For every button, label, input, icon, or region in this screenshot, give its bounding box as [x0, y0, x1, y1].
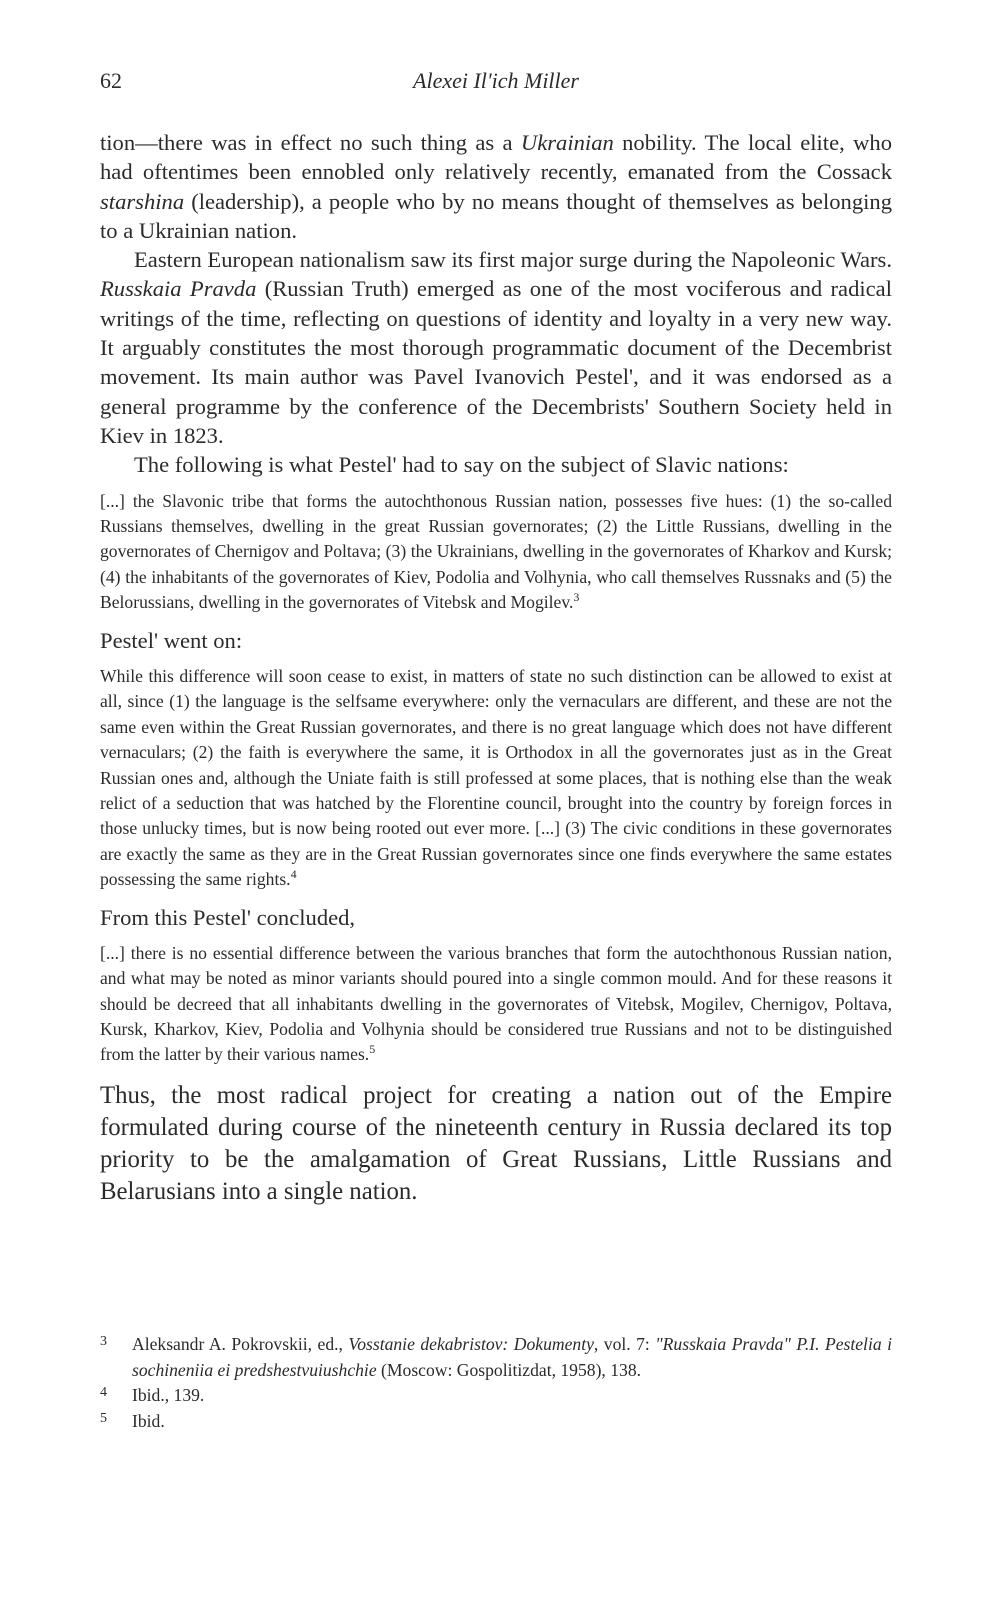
paragraph-1-italic-a: Ukrainian — [520, 130, 614, 155]
block-quote-3-text: [...] there is no essential difference between the various branches that form the autochthonous Russian nation, and what may be noted as minor variants should poured into a single common mould. And for these reasons it should be decreed that all inhabitants dwelling in the governorates of Vitebsk, Mogilev, Chernigov, Poltava, Kursk, Kharkov, Kiev, Podolia and Volhynia should be considered true Russians and not to be distinguished from the latter by their various names. — [100, 942, 892, 1065]
paragraph-4: Pestel' went on: — [100, 627, 243, 653]
footnote-number: 5 — [100, 1410, 107, 1426]
paragraph-1-text-c: (leadership), a people who by no means thought of themselves as belonging to a Ukrainian nation. — [100, 188, 892, 243]
footnote-number: 3 — [100, 1334, 107, 1349]
paragraph-6: Thus, the most radical project for creating a nation out of the Empire formulated during course of the nineteenth century in Russia declared its top priority to be the amalgamation of Great Russians, Little Russians and Belarusians into a single nation. — [100, 1081, 892, 1205]
footnote-3-text-b: , vol. 7: — [593, 1334, 656, 1354]
footnote-ref-5[interactable]: 5 — [369, 1042, 376, 1057]
paragraph-2-text-b: (Russian Truth) emerged as one of the most vociferous and radical writings of the time, reflecting on questions of identity and loyalty in a very new way. It arguably constitutes the most thorough programmatic document of the Decembrist movement. Its main author was Pavel Ivanovich Pestel', and it was endorsed as a general programme by the conference of the Decembrists' Southern Society held in Kiev in 1823. — [100, 276, 892, 448]
paragraph-1-text-b: nobility. The local elite, who had oftentimes been ennobled only relatively recently, emanated from the Cossack — [100, 130, 893, 185]
footnote-text — [132, 1332, 892, 1383]
footnote-number: 4 — [100, 1385, 107, 1400]
footnote-3-text-a: Aleksandr A. Pokrovskii, ed., — [132, 1334, 349, 1354]
block-quote-2-text: While this difference will soon cease to exist, in matters of state no such distinction can be allowed to exist at all, since (1) the language is the selfsame everywhere: only the vernaculars are different, and these are not the same even within the Great Russian governorates, and there is no great language which does not have different vernaculars; (2) the faith is everywhere the same, it is Orthodox in all the governorates just as in the Great Russian ones and, although the Uniate faith is still professed at some places, that is nothing else than the weak relict of a seduction that was hatched by the Florentine council, brought into the country by foreign forces in those unlucky times, but is now being rooted out ever more. [...] (3) The civic conditions in these governorates are exactly the same as they are in the Great Russian governorates since one finds everywhere the same estates possessing the same rights. — [100, 665, 892, 890]
block-quote-1 — [100, 489, 892, 616]
block-quote-3 — [100, 941, 892, 1068]
running-head: Alexei Il'ich Miller — [413, 68, 579, 93]
paragraph-2 — [100, 245, 892, 450]
paragraph-1-italic-b: starshina — [100, 188, 185, 214]
footnote — [100, 1383, 892, 1409]
footnote — [100, 1409, 892, 1435]
page-number: 62 — [100, 68, 122, 93]
paragraph-1 — [100, 128, 892, 245]
page-header — [100, 68, 892, 98]
footnote-ref-3[interactable]: 3 — [573, 590, 580, 605]
footnote — [100, 1332, 892, 1383]
paragraph-2-text-a: Eastern European nationalism saw its first major surge during the Napoleonic Wars. — [134, 247, 892, 273]
paragraph-1-text-a: tion—there was in effect no such thing as a — [100, 130, 521, 155]
paragraph-3: The following is what Pestel' had to say on the subject of Slavic nations: — [134, 452, 789, 478]
footnote-text: Ibid. — [132, 1410, 165, 1431]
paragraph-2-italic: Russkaia Pravda — [100, 276, 257, 302]
body-text — [100, 128, 892, 1208]
block-quote-2 — [100, 664, 892, 893]
footnotes — [100, 1332, 892, 1434]
footnote-3-italic-b: "Russkaia Pravda" P.I. Pestelia i sochineniia ei predshestvuiushchie — [132, 1334, 892, 1380]
footnote-3-italic-a: Vosstanie dekabristov: Dokumenty — [348, 1334, 594, 1354]
paragraph-5: From this Pestel' concluded, — [100, 904, 356, 930]
footnote-ref-4[interactable]: 4 — [290, 867, 297, 882]
footnote-text: Ibid., 139. — [132, 1385, 205, 1405]
footnote-3-text-c: (Moscow: Gospolitizdat, 1958), 138. — [376, 1359, 642, 1380]
block-quote-1-text: [...] the Slavonic tribe that forms the autochthonous Russian nation, possesses five hues: (1) the so-called Russians themselves, dwelling in the great Russian governorates; (2) the Little Russians, dwelling in the governorates of Chernigov and Poltava; (3) the Ukrainians, dwelling in the governorates of Kharkov and Kursk; (4) the inhabitants of the governorates of Kiev, Podolia and Volhynia, who call themselves Russnaks and (5) the Belorussians, dwelling in the governorates of Vitebsk and Mogilev. — [100, 490, 892, 613]
